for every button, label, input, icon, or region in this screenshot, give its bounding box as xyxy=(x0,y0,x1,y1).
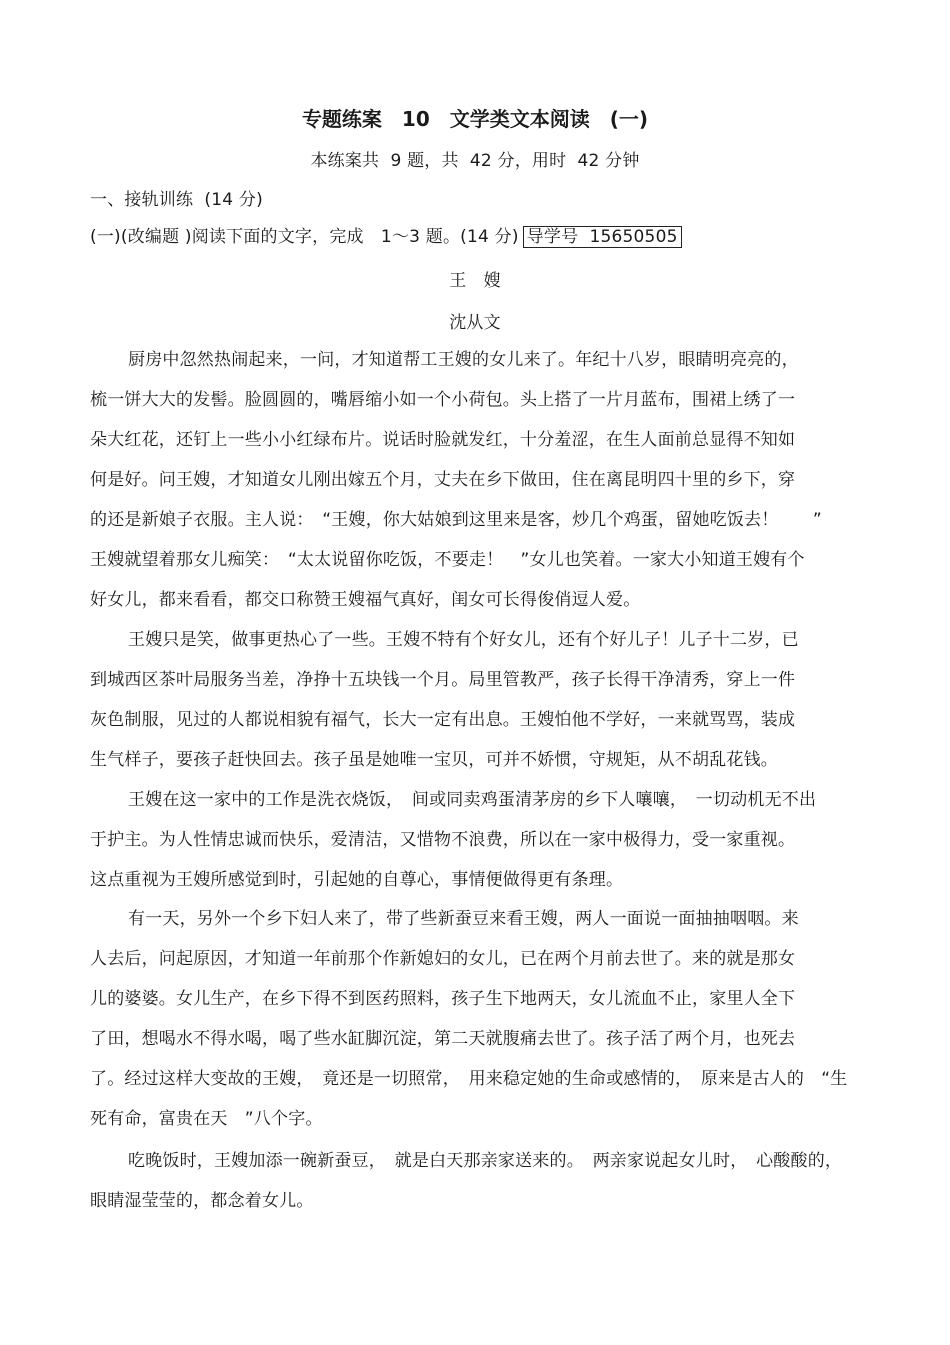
story-line: 到城西区茶叶局服务当差，净挣十五块钱一个月。局里管教严，孩子长得干净清秀，穿上一件 xyxy=(90,670,796,690)
section-heading: 一、接轨训练 (14 分) xyxy=(90,190,263,210)
story-author: 沈从文 xyxy=(449,313,501,333)
story-line: 眼睛湿莹莹的，都念着女儿。 xyxy=(90,1191,314,1211)
page-title: 专题练案 10 文学类文本阅读 (一) xyxy=(301,107,649,131)
story-line: 王嫂就望着那女儿痴笑： “太太说留你吃饭，不要走！ ”女儿也笑着。一家大小知道王嫂有个 xyxy=(90,550,805,570)
story-title: 王 嫂 xyxy=(449,271,501,291)
story-line: 有一天，另外一个乡下妇人来了，带了些新蚕豆来看王嫂，两人一面说一面抽抽咽咽。来 xyxy=(128,909,799,929)
story-line: 儿的婆婆。女儿生产，在乡下得不到医药照料，孩子生下地两天，女儿流血不止，家里人全下 xyxy=(90,989,796,1009)
story-line: 了。经过这样大变故的王嫂， 竟还是一切照常， 用来稳定她的生命或感情的， 原来是古人的 “生 xyxy=(90,1069,848,1089)
story-line: 灰色制服，见过的人都说相貌有福气，长大一定有出息。王嫂怕他不学好，一来就骂骂，装成 xyxy=(90,710,796,730)
story-line: 吃晚饭时，王嫂加添一碗新蚕豆， 就是白天那亲家送来的。 两亲家说起女儿时， 心酸酸的， xyxy=(128,1151,843,1171)
story-line: 这点重视为王嫂所感觉到时，引起她的自尊心，事情便做得更有条理。 xyxy=(90,870,624,890)
story-line: 王嫂只是笑，做事更热心了一些。王嫂不特有个好女儿，还有个好儿子！儿子十二岁，已 xyxy=(128,630,799,650)
exercise-summary: 本练案共 9 题，共 42 分，用时 42 分钟 xyxy=(310,151,640,171)
guide-number-badge: 导学号 15650505 xyxy=(523,226,682,248)
story-line: 何是好。问王嫂，才知道女儿刚出嫁五个月，丈夫在乡下做田，住在离昆明四十里的乡下，穿 xyxy=(90,470,796,490)
story-line: 人去后，问起原因，才知道一年前那个作新媳妇的女儿，已在两个月前去世了。来的就是那女 xyxy=(90,949,796,969)
story-line: 厨房中忽然热闹起来，一问，才知道帮工王嫂的女儿来了。年纪十八岁，眼睛明亮亮的， xyxy=(128,350,799,370)
story-line: 死有命，富贵在天 ”八个字。 xyxy=(90,1109,323,1129)
story-line: 梳一饼大大的发髻。脸圆圆的，嘴唇缩小如一个小荷包。头上搭了一片月蓝布，围裙上绣了一 xyxy=(90,390,796,410)
story-line: 王嫂在这一家中的工作是洗衣烧饭， 间或同卖鸡蛋清茅房的乡下人嚷嚷， 一切动机无不出 xyxy=(128,790,817,810)
story-line: 生气样子，要孩子赶快回去。孩子虽是她唯一宝贝，可并不娇惯，守规矩，从不胡乱花钱。 xyxy=(90,750,778,770)
story-line: 了田，想喝水不得水喝，喝了些水缸脚沉淀，第二天就腹痛去世了。孩子活了两个月，也死去 xyxy=(90,1029,796,1049)
story-line: 的还是新娘子衣服。主人说： “王嫂，你大姑娘到这里来是客，炒几个鸡蛋，留她吃饭去！ ” xyxy=(90,510,822,530)
reading-instruction xyxy=(90,226,682,248)
story-line: 好女儿，都来看看，都交口称赞王嫂福气真好，闺女可长得俊俏逗人爱。 xyxy=(90,590,641,610)
instruction-text: (一)(改编题 )阅读下面的文字，完成 1～3 题。(14 分) xyxy=(90,227,519,247)
story-line: 朵大红花，还钉上一些小小红绿布片。说话时脸就发红，十分羞涩，在生人面前总显得不知如 xyxy=(90,430,796,450)
story-line: 于护主。为人性情忠诚而快乐，爱清洁，又惜物不浪费，所以在一家中极得力，受一家重视。 xyxy=(90,830,796,850)
